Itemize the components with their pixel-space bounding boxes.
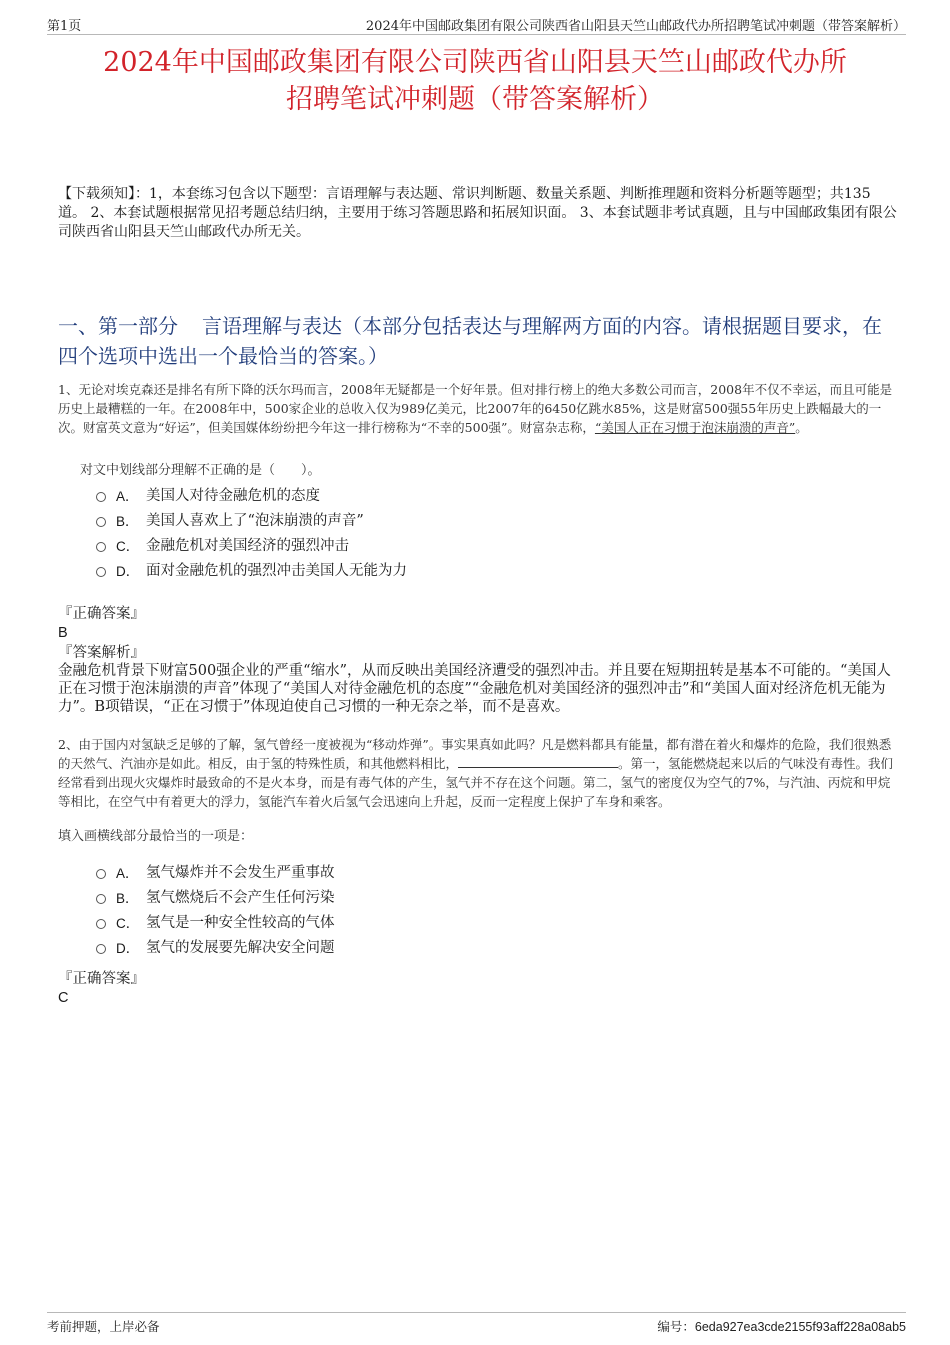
page-number: 第1页 [47,19,82,34]
radio-icon[interactable] [96,567,106,577]
option-a[interactable]: A． 氢气爆炸并不会发生严重事故 [96,859,335,884]
title-line-2: 招聘笔试冲刺题（带答案解析） [286,84,664,115]
underlined-phrase: “美国人正在习惯于泡沫崩溃的声音” [594,420,796,435]
option-d[interactable]: D． 氢气的发展要先解决安全问题 [96,934,335,959]
page-header [47,12,906,35]
option-b[interactable]: B． 氢气燃烧后不会产生任何污染 [96,884,335,909]
option-d[interactable]: D． 面对金融危机的强烈冲击美国人无能为力 [96,557,407,582]
footer-slogan: 考前押题，上岸必备 [47,1319,160,1334]
analysis-label-1: 『答案解析』 [58,645,145,661]
option-a[interactable]: A． 美国人对待金融危机的态度 [96,482,407,507]
radio-icon[interactable] [96,919,106,929]
option-b[interactable]: B． 美国人喜欢上了“泡沫崩溃的声音” [96,507,407,532]
answer-label-1: 『正确答案』 [58,606,145,622]
question-2-options [96,859,335,959]
document-title [40,44,910,118]
footer-serial: 编号：6eda927ea3cde2155f93aff228a08ab5 [657,1320,906,1334]
question-2-stem: 填入画横线部分最恰当的一项是： [58,829,254,844]
question-1-options [96,482,407,582]
analysis-1: 金融危机背景下财富500强企业的严重“缩水”，从而反映出美国经济遭受的强烈冲击。并且要在短期扭转是基本不可能的。“美国人正在习惯于泡沫崩溃的声音”体现了“美国人对待金融危机的态度”“金融危机对美国经济的强烈冲击”和“美国人面对经济危机无能为力”。B项错误，“正在习惯于”体现迫使自己习惯的一种无奈之举，而不是喜欢。 [58,663,891,715]
radio-icon[interactable] [96,869,106,879]
page-footer [47,1312,906,1334]
answer-label-2: 『正确答案』 [58,971,145,987]
radio-icon[interactable] [96,894,106,904]
radio-icon[interactable] [96,517,106,527]
section-text: 言语理解与表达（本部分包括表达与理解两方面的内容。请根据题目要求，在四个选项中选出一个最恰当的答案。） [58,314,882,368]
radio-icon[interactable] [96,492,106,502]
fill-blank [458,755,618,768]
question-1-stem: 对文中划线部分理解不正确的是（ ）。 [80,463,321,478]
radio-icon[interactable] [96,944,106,954]
answer-1: B [58,625,68,641]
title-line-1: 2024年中国邮政集团有限公司陕西省山阳县天竺山邮政代办所 [103,47,847,78]
section-prefix: 一、第一部分 [58,314,178,338]
header-doc-title: 2024年中国邮政集团有限公司陕西省山阳县天竺山邮政代办所招聘笔试冲刺题（带答案解析） [365,19,906,34]
download-notice: 【下载须知】：1，本套练习包含以下题型：言语理解与表达题、常识判断题、数量关系题、判断推理题和资料分析题等题型；共135道。 2、本套试题根据常见招考题总结归纳，主要用于练习答题思路和拓展知识面。 3、本套试题非考试真题，且与中国邮政集团有限公司陕西省山阳县天竺山邮政代办所无关。 [58,186,897,240]
question-1-passage: 1、无论对埃克森还是排名有所下降的沃尔玛而言，2008年无疑都是一个好年景。但对排行榜上的绝大多数公司而言，2008年不仅不幸运，而且可能是历史上最糟糕的一年。在2008年中，500家企业的总收入仅为989亿美元，比2007年的6450亿跳水85%，这是财富500强55年历史上跌幅最大的一次。财富英文意为“好运”，但美国媒体纷纷把今年这一排行榜称为“不幸的500强”。财富杂志称，“美国人正在习惯于泡沫崩溃的声音”。 [58,382,893,435]
option-c[interactable]: C． 金融危机对美国经济的强烈冲击 [96,532,407,557]
option-c[interactable]: C． 氢气是一种安全性较高的气体 [96,909,335,934]
radio-icon[interactable] [96,542,106,552]
section-heading [58,311,898,371]
question-2-passage: 2、由于国内对氢缺乏足够的了解，氢气曾经一度被视为“移动炸弹”。事实果真如此吗？凡是燃料都具有能量，都有潜在着火和爆炸的危险，我们很熟悉的天然气、汽油亦是如此。相反，由于氢的特殊性质，和其他燃料相比， 。第一，氢能燃烧起来以后的气味没有毒性。我们经常看到出现火灾爆炸时最致命的不是火本身，而是有毒气体的产生，氢气并不存在这个问题。第二，氢气的密度仅为空气的7%，与汽油、丙烷和甲烷等相比，在空气中有着更大的浮力，氢能汽车着火后氢气会迅速向上升起，反而一定程度上保护了车身和乘客。 [58,737,894,809]
answer-2: C [58,990,69,1006]
